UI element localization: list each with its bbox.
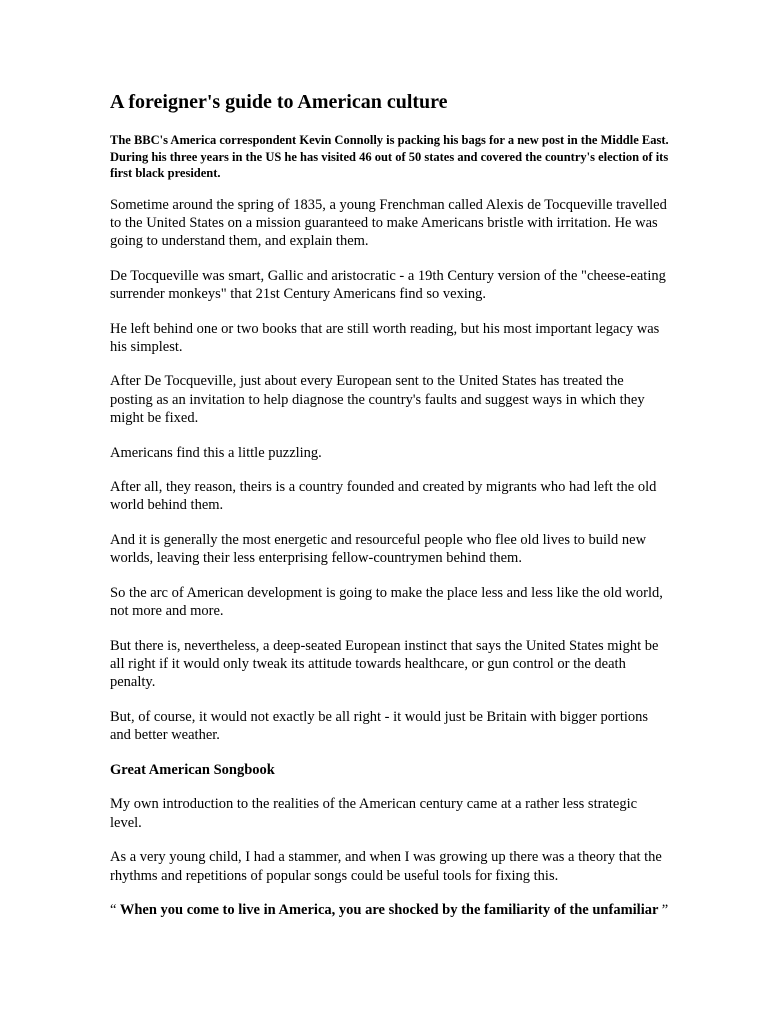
article-standfirst: The BBC's America correspondent Kevin Connolly is packing his bags for a new post in the Middle East. During his three years in the US he has visited 46 out of 50 states and covered the country's election of its first black president. — [110, 133, 669, 180]
body-paragraph: De Tocqueville was smart, Gallic and aristocratic - a 19th Century version of the "cheese-eating surrender monkeys" that 21st Century Americans find so vexing. — [110, 267, 666, 302]
body-paragraph: But there is, nevertheless, a deep-seated European instinct that says the United States might be all right if it would only tweak its attitude towards healthcare, or gun control or the death penalty. — [110, 637, 659, 691]
quote-close-mark: ” — [661, 902, 669, 919]
body-paragraph: Sometime around the spring of 1835, a young Frenchman called Alexis de Tocqueville travelled to the United States on a mission guaranteed to make Americans bristle with irritation. He was going to understand them, and explain them. — [110, 196, 667, 249]
body-paragraph: Americans find this a little puzzling. — [110, 444, 322, 461]
quote-open-mark: “ — [110, 902, 117, 919]
body-paragraph: So the arc of American development is going to make the place less and less like the old world, not more and more. — [110, 585, 663, 620]
body-paragraph: After all, they reason, theirs is a country founded and created by migrants who had left the old world behind them. — [110, 479, 657, 514]
body-paragraph: And it is generally the most energetic and resourceful people who flee old lives to build new worlds, leaving their less enterprising fellow-countrymen behind them. — [110, 532, 647, 567]
body-paragraph: But, of course, it would not exactly be all right - it would just be Britain with bigger portions and better weather. — [110, 709, 649, 744]
article-title: A foreigner's guide to American culture — [110, 91, 448, 113]
body-paragraph: After De Tocqueville, just about every European sent to the United States has treated the posting as an invitation to help diagnose the country's faults and suggest ways in which they might be fixed. — [110, 373, 645, 426]
body-paragraph: My own introduction to the realities of the American century came at a rather less strategic level. — [110, 796, 638, 831]
pull-quote-text: When you come to live in America, you are shocked by the familiarity of the unfamiliar — [119, 902, 659, 919]
article — [110, 90, 670, 919]
section-subheading: Great American Songbook — [110, 761, 275, 778]
pull-quote — [110, 901, 670, 919]
body-paragraph: He left behind one or two books that are still worth reading, but his most important legacy was his simplest. — [110, 320, 660, 355]
body-paragraph: As a very young child, I had a stammer, and when I was growing up there was a theory that the rhythms and repetitions of popular songs could be useful tools for fixing this. — [110, 849, 662, 884]
